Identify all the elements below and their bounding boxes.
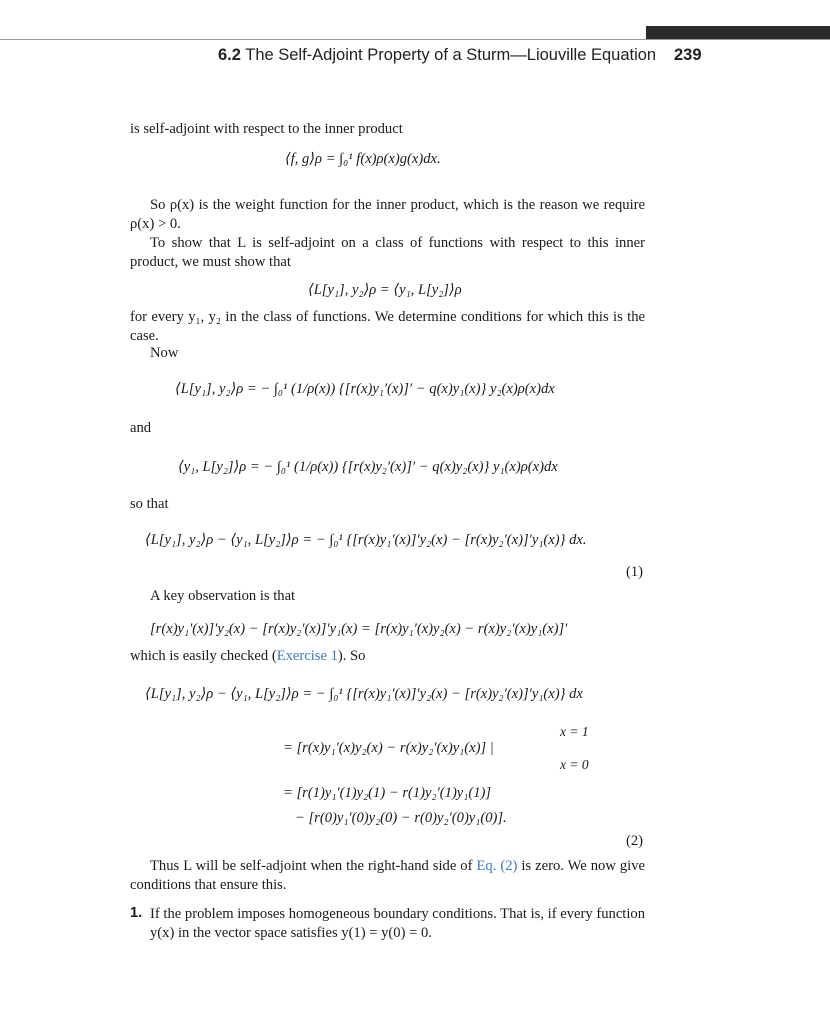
page-number: 239 [674,46,702,64]
list-item-text: If the problem imposes homogeneous boundary conditions. That is, if every function y(x) in the vector space satisfies y(1) = y(0) = 0. [150,906,645,941]
text-so-that: so that [130,496,169,512]
text-key-observation: A key observation is that [150,588,296,604]
equation-evaluation-line-2: = [r(x)y₁′(x)y₂(x) − r(x)y₂′(x)y₁(x)] | [283,740,494,756]
header-rule [0,39,830,40]
equation-number-1: (1) [626,564,644,580]
list-item-number: 1. [130,905,143,921]
header-bar [646,26,830,40]
text-now: Now [150,345,179,361]
equation-difference: ⟨L[y₁], y₂⟩ρ − ⟨y₁, L[y₂]⟩ρ = − ∫₀¹ {[r(x)y₁′(x)]′y₂(x) − [r(x)y₂′(x)]′y₁(x)} dx. [145,532,587,548]
equation-upper-limit: x = 1 [560,724,589,739]
running-head [218,46,656,65]
section-title: The Self-Adjoint Property of a Sturm—Liouville Equation [245,46,657,64]
equation-number-2: (2) [626,833,644,849]
text-easily-checked: which is easily checked (Exercise 1). So [130,648,366,664]
paragraph-conclusion: Thus L will be self-adjoint when the right-hand side of Eq. (2) is zero. We now give conditions that ensure this. [130,858,645,893]
equation-evaluation-line-4: − [r(0)y₁′(0)y₂(0) − r(0)y₂′(0)y₁(0)]. [295,810,507,826]
paragraph-weight: So ρ(x) is the weight function for the inner product, which is the reason we require ρ(x) > 0. [130,197,645,232]
equation-evaluation-line-3: = [r(1)y₁′(1)y₂(1) − r(1)y₂′(1)y₁(1)] [283,785,492,801]
equation-first: ⟨L[y₁], y₂⟩ρ = − ∫₀¹ (1/ρ(x)) {[r(x)y₁′(x)]′ − q(x)y₁(x)} y₂(x)ρ(x)dx [175,381,555,397]
paragraph-intro: is self-adjoint with respect to the inner product [130,121,403,137]
exercise-link[interactable]: Exercise 1 [276,648,338,664]
equation-key-identity: [r(x)y₁′(x)]′y₂(x) − [r(x)y₂′(x)]′y₁(x) = [r(x)y₁′(x)y₂(x) − r(x)y₂′(x)y₁(x)]′ [150,621,568,637]
section-number: 6.2 [218,46,241,64]
equation-link[interactable]: Eq. (2) [476,858,518,874]
equation-self-adjoint: ⟨L[y₁], y₂⟩ρ = ⟨y₁, L[y₂]⟩ρ [308,282,462,298]
paragraph-show: To show that L is self-adjoint on a class of functions with respect to this inner product, we must show that [130,235,645,270]
equation-evaluation-line-1: ⟨L[y₁], y₂⟩ρ − ⟨y₁, L[y₂]⟩ρ = − ∫₀¹ {[r(x)y₁′(x)]′y₂(x) − [r(x)y₂′(x)]′y₁(x)} dx [145,686,583,702]
paragraph-every: for every y₁, y₂ in the class of functions. We determine conditions for which this is the case. [130,309,645,344]
text-and: and [130,420,152,436]
equation-inner-product: ⟨f, g⟩ρ = ∫₀¹ f(x)ρ(x)g(x)dx. [285,151,441,167]
equation-second: ⟨y₁, L[y₂]⟩ρ = − ∫₀¹ (1/ρ(x)) {[r(x)y₂′(x)]′ − q(x)y₂(x)} y₁(x)ρ(x)dx [178,459,558,475]
equation-lower-limit: x = 0 [560,757,589,772]
